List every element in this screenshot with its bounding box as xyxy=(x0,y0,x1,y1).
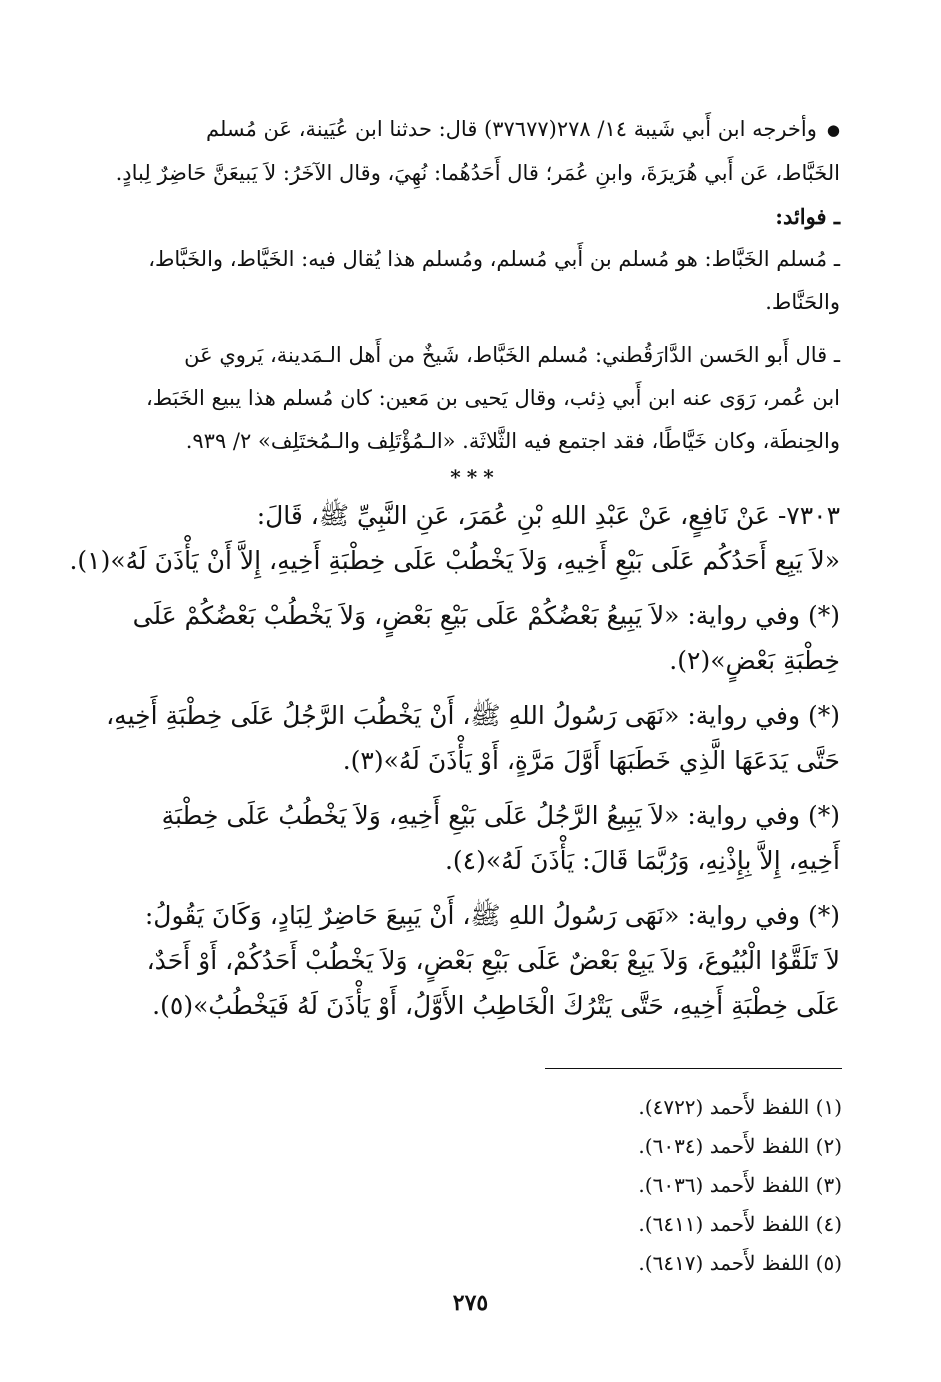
hadith-main xyxy=(69,493,840,583)
riwaya-line: لاَ تَلَقَّوُا الْبُيُوعَ، وَلاَ يَبِعْ بَعْضٌ عَلَى بَيْعِ بَعْضٍ، وَلاَ يَخْطُبْ أَحَدُكُمْ، أَوْ أَحَدٌ، xyxy=(146,946,840,975)
fawaid-line: ـ قال أَبو الحَسن الدَّارَقُطني: مُسلم الخَبَّاط، شَيخٌ من أَهل الـمَدينة، يَروي عَن xyxy=(184,343,840,367)
riwaya-line: أَخِيهِ، إِلاَّ بِإِذْنِهِ، وَرُبَّمَا قَالَ: يَأْذَنَ لَهُ»(٤). xyxy=(444,846,840,875)
spacer xyxy=(110,783,840,793)
riwaya-2 xyxy=(106,693,840,783)
riwaya-line: (*) وفي رواية: «لاَ يَبِيعُ بَعْضُكُمْ عَلَى بَيْعِ بَعْضٍ، وَلاَ يَخْطُبْ بَعْضُكُمْ عَلَى xyxy=(132,601,840,630)
footnote-item: (٣) اللفظ لأَحمد (٦٠٣٦). xyxy=(638,1173,842,1197)
page-number: ٢٧٥ xyxy=(452,1290,489,1316)
fawaid-heading: ـ فوائد: xyxy=(775,204,840,229)
footnote-item: (٤) اللفظ لأَحمد (٦٤١١). xyxy=(638,1212,842,1236)
footnote-item: (٢) اللفظ لأَحمد (٦٠٣٤). xyxy=(638,1134,842,1158)
hadith-line: ٧٣٠٣- عَنْ نَافِعٍ، عَنْ عَبْدِ اللهِ بْنِ عُمَرَ، عَنِ النَّبِيِّ ﷺ، قَالَ: xyxy=(256,501,840,530)
riwaya-4 xyxy=(110,893,840,1028)
intro-paragraph xyxy=(110,108,840,195)
fawaid-line: والحِنطَة، وكان خَيَّاطًا، فقد اجتمع فيه الثَّلاثَة. «الـمُؤْتَلِف والـمُختَلِف» ٢/ ٩٣٩. xyxy=(185,429,840,453)
fawaid-line: ابن عُمر، رَوَى عنه ابن أَبي ذِئب، وقال يَحيى بن مَعين: كان مُسلم هذا يبيع الخَبَط، xyxy=(146,386,840,410)
spacer xyxy=(110,324,840,334)
footnotes xyxy=(560,1088,842,1283)
riwaya-3 xyxy=(110,793,840,883)
riwaya-line: عَلَى خِطْبَةِ أَخِيهِ، حَتَّى يَتْرُكَ الْخَاطِبُ الأَوَّلُ، أَوْ يَأْذَنَ لَهُ فَيَخْطُبُ»(٥). xyxy=(152,991,840,1020)
riwaya-line: (*) وفي رواية: «نَهَى رَسُولُ اللهِ ﷺ، أَنْ يَخْطُبَ الرَّجُلُ عَلَى خِطْبَةِ أَخِيهِ، xyxy=(106,701,840,730)
page-body xyxy=(69,108,840,1028)
riwaya-line: (*) وفي رواية: «لاَ يَبِيعُ الرَّجُلُ عَلَى بَيْعِ أَخِيهِ، وَلاَ يَخْطُبُ عَلَى خِطْبَةِ xyxy=(161,801,840,830)
spacer xyxy=(110,683,840,693)
footnote-divider xyxy=(545,1068,842,1069)
footnote-item: (١) اللفظ لأَحمد (٤٧٢٢). xyxy=(638,1095,842,1119)
riwaya-line: (*) وفي رواية: «نَهَى رَسُولُ اللهِ ﷺ، أَنْ يَبِيعَ حَاضِرٌ لِبَادٍ، وَكَانَ يَقُولُ: xyxy=(144,901,840,930)
footnote-item: (٥) اللفظ لأَحمد (٦٤١٧). xyxy=(638,1251,842,1275)
fawaid-line: والحَنَّاط. xyxy=(765,290,840,314)
section-separator: *** xyxy=(450,465,500,489)
riwaya-line: خِطْبَةِ بَعْضٍ»(٢). xyxy=(669,646,840,675)
spacer xyxy=(110,883,840,893)
fawaid-line: ـ مُسلم الخَبَّاط: هو مُسلم بن أَبي مُسلم، ومُسلم هذا يُقال فيه: الخَيَّاط، والخَبَّاط، xyxy=(148,247,840,271)
riwaya-1 xyxy=(110,593,840,683)
intro-line: ● وأخرجه ابن أَبي شَيبة ١٤/ ٢٧٨(٣٧٦٧٧) قال: حدثنا ابن عُيَينة، عَن مُسلم xyxy=(110,108,840,152)
riwaya-line: حَتَّى يَدَعَهَا الَّذِي خَطَبَهَا أَوَّلَ مَرَّةٍ، أَوْ يَأْذَنَ لَهُ»(٣). xyxy=(342,746,840,775)
hadith-line: «لاَ يَبِع أَحَدُكُم عَلَى بَيْعِ أَخِيهِ، وَلاَ يَخْطُبْ عَلَى خِطْبَةِ أَخِيهِ، إِلاَّ أَنْ يَأْذَنَ لَهُ»(١). xyxy=(69,546,840,575)
intro-line: الخَبَّاط، عَن أَبي هُرَيرَةَ، وابنِ عُمَر؛ قال أَحَدُهُما: نُهِيَ، وقال الآخَرُ: لاَ يَبيعَنَّ حَاضِرٌ لِبادٍ. xyxy=(115,161,840,185)
spacer xyxy=(110,583,840,593)
fawaid-section xyxy=(110,195,840,463)
